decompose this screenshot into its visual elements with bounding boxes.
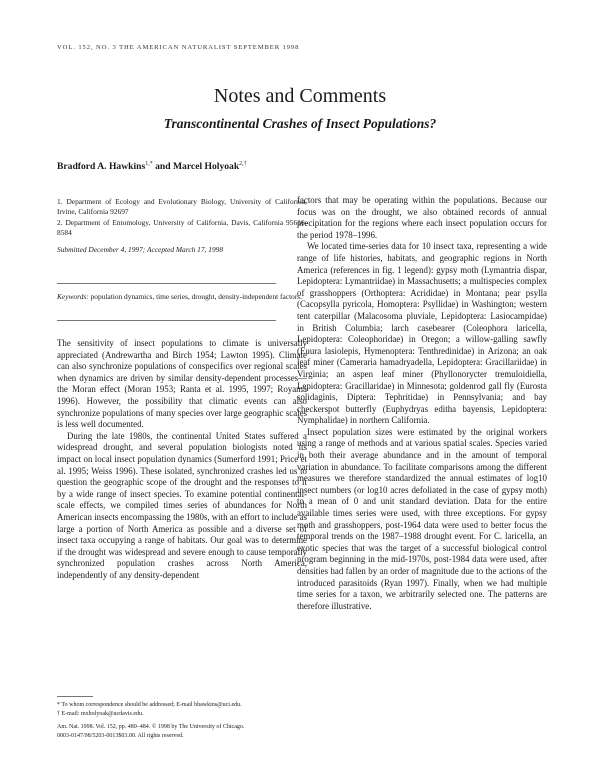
body-paragraph: The sensitivity of insect populations to climate is universally appreciated (Andrewartha and Birch 1954; Lawton 1995). Climate can also synchronize populations of conspecifics over regional scales when dynamics are driven by similar density-dependent processes—the Moran effect (Moran 1953; Ranta et al. 1995, 1997; Royama 1996). However, the possibility that climatic events can also synchronize populations of many species over large geographic scales is less well documented. [57, 338, 307, 430]
running-head: VOL. 152, NO. 3 THE AMERICAN NATURALIST SEPTEMBER 1998 [57, 44, 300, 51]
divider [57, 283, 276, 284]
article-title: Transcontinental Crashes of Insect Populations? [163, 116, 437, 131]
keywords [57, 292, 307, 302]
citation-line: 0003-0147/98/5203-0013$03.00. All rights reserved. [57, 733, 184, 740]
author-footnote-mark: 2,† [239, 161, 247, 167]
body-column-left [57, 338, 307, 581]
affiliation: 1. Department of Ecology and Evolutionary Biology, University of California, Irvine, California 92697 [57, 197, 307, 216]
author-join: and [152, 161, 173, 172]
keywords-label: Keywords: [57, 292, 89, 301]
author-name: Marcel Holyoak [173, 161, 240, 172]
author-footnote-mark: 1,* [145, 161, 153, 167]
body-paragraph: factors that may be operating within the populations. Because our focus was on the drought, we also obtained records of annual precipitation for the regions where each insect population occurs for the period 1978–1996. [297, 195, 547, 240]
footnote: * To whom correspondence should be addressed; E-mail bhawkins@uci.edu. [57, 702, 242, 708]
section-heading: Notes and Comments [213, 85, 387, 107]
author-name: Bradford A. Hawkins [57, 161, 146, 172]
affiliation: 2. Department of Entomology, University of California, Davis, California 95616-8584 [57, 218, 307, 237]
footnotes [57, 701, 307, 742]
divider [57, 320, 276, 321]
keywords-text: population dynamics, time series, drought, density-independent factors. [88, 292, 303, 301]
affiliations [57, 197, 307, 239]
footnote-divider [57, 696, 93, 697]
submission-dates: Submitted December 4, 1997; Accepted March 17, 1998 [57, 245, 224, 254]
author-line [57, 161, 247, 172]
body-paragraph: Insect population sizes were estimated by the original workers using a range of methods and at various spatial scales. Species varied in both their average abundance and in the amount of temporal variation in abundance. To facilitate comparisons among the different measures we therefore standardized the annual estimates of log10 insect numbers (or log10 acres defoliated in the case of gypsy moth) to a mean of 0 and unit standard deviation. Data for the entire available times series were used, with three exceptions. For gypsy moth and grasshoppers, post-1964 data were used to better focus the temporal trends on the 1987–1988 drought event. For C. laricella, an exotic species that was the target of a successful biological control program beginning in the mid-1970s, post-1984 data were used, after densities had fallen by an order of magnitude due to the actions of the introduced parasitoids (Ryan 1997). Finally, when we had multiple time series for a taxon, we arbitrarily selected one. The patterns are therefore illustrative. [297, 426, 547, 611]
footnote: † E-mail: mxholyoak@ucdavis.edu. [57, 711, 144, 718]
body-paragraph: We located time-series data for 10 insect taxa, representing a wide range of life histories, habitats, and geographic regions in North America (references in fig. 1 legend): gypsy moth (Lymantria dispar, Lepidoptera: Lymantriidae) in Massachusetts; a multispecies complex of grasshoppers (Orthoptera: Acrididae) in Montana; pear psylla (Cacopsylla pyricola, Homoptera: Psyllidae) in Washington; western tent caterpillar (Malacosoma pluviale, Lepidoptera: Lasiocampidae) in British Columbia; larch casebearer (Coleophora laricella, Lepidoptera: Coleophoridae) in Oregon; a willow-galling sawfly (Euura lasiolepis, Hymenoptera: Tenthredinidae) in Arizona; an oak leaf miner (Cameraria hamadryadella, Lepidoptera: Gracillariidae) in Virginia; an aspen leaf miner (Phyllonorycter tremuloidiella, Lepidoptera: Gracillaridae) in Minnesota; goldenrod gall fly (Eurosta solidaginis, Diptera: Tephritidae) in Pennsylvania; and bay checkerspot butterfly (Euphydryas editha bayensis, Lepidoptera: Nymphalidae) in northern California. [297, 241, 547, 426]
body-column-right [297, 195, 547, 612]
body-paragraph: During the late 1980s, the continental United States suffered a widespread drought, and several population biologists noted its impact on local insect population dynamics (Sumerford 1991; Price et al. 1995; Weiss 1996). These isolated, synchronized crashes led us to question the geographic scope of the drought and the responses to it by a wide range of insect species. To examine potential continental-scale effects, we compiled times series of abundances for North American insects encompassing the 1980s, with an effort to include as large a portion of North America as possible and a diverse set of insect taxa occupying a range of habitats. Our goal was to determine if the drought was widespread and severe enough to cause temporally synchronized population crashes across North America, independently of any density-dependent [57, 430, 307, 580]
citation-line: Am. Nat. 1998. Vol. 152, pp. 480–484. © 1998 by The University of Chicago. [57, 723, 245, 730]
